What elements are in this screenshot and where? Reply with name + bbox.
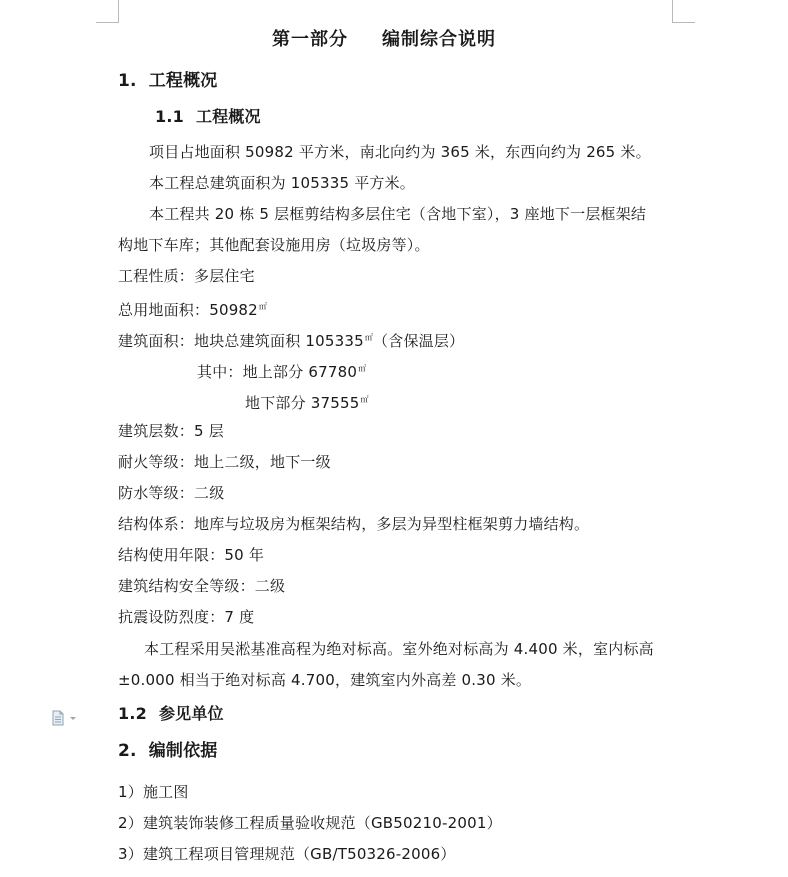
title-part-one: 第一部分: [272, 29, 348, 50]
field-nature: 工程性质：多层住宅: [118, 267, 255, 285]
field-land-area: [118, 297, 267, 320]
field-above-ground: [197, 359, 366, 382]
field-floor-area-text: 建筑面积：地块总建筑面积 105335: [118, 332, 364, 350]
section-heading-1-1: [155, 106, 261, 128]
page-corner-mark-right: [672, 0, 695, 23]
field-safety-grade: 建筑结构安全等级：二级: [118, 577, 286, 595]
list-item: 1）施工图: [118, 783, 189, 801]
field-structure-system: 结构体系：地库与垃圾房为框架结构，多层为异型柱框架剪力墙结构。: [118, 515, 590, 533]
section-heading-1-2: [118, 703, 224, 725]
field-service-life: 结构使用年限：50 年: [118, 546, 265, 564]
section-heading-1: [118, 70, 218, 92]
field-above-ground-text: 其中：地上部分 67780: [197, 363, 358, 381]
document-icon[interactable]: [50, 710, 80, 726]
field-floors: 建筑层数：5 层: [118, 422, 224, 440]
sqm-unit: ㎡: [358, 364, 367, 373]
field-below-ground: [245, 390, 369, 413]
section-number: 1.1: [155, 107, 184, 126]
section-number: 1.2: [118, 704, 147, 723]
section-label: 工程概况: [148, 71, 218, 91]
section-heading-2: [118, 740, 218, 762]
paragraph-buildings-line2: 构地下车库；其他配套设施用房（垃圾房等）。: [118, 236, 430, 254]
section-number: 2.: [118, 741, 137, 761]
section-label: 编制依据: [148, 741, 218, 761]
field-floor-area-note: （含保温层）: [373, 332, 465, 350]
paragraph-total-area: 本工程总建筑面积为 105335 平方米。: [149, 174, 415, 192]
page-title: [272, 28, 496, 52]
title-part-two: 编制综合说明: [382, 29, 496, 50]
field-fire-rating: 耐火等级：地上二级，地下一级: [118, 453, 331, 471]
section-label: 工程概况: [195, 107, 261, 126]
list-item: 2）建筑装饰装修工程质量验收规范（GB50210-2001）: [118, 814, 502, 832]
list-item: 3）建筑工程项目管理规范（GB/T50326-2006）: [118, 845, 456, 863]
sqm-unit: ㎡: [258, 302, 268, 311]
field-floor-area: [118, 328, 464, 351]
field-land-area-text: 总用地面积：50982: [118, 301, 258, 319]
field-seismic-intensity: 抗震设防烈度：7 度: [118, 608, 255, 626]
paragraph-site-area: 项目占地面积 50982 平方米，南北向约为 365 米，东西向约为 265 米。: [149, 143, 651, 161]
paragraph-elevation-line2: ±0.000 相当于绝对标高 4.700，建筑室内外高差 0.30 米。: [118, 671, 532, 689]
sqm-unit: ㎡: [364, 333, 374, 342]
sqm-unit: ㎡: [360, 395, 369, 404]
field-waterproof-rating: 防水等级：二级: [118, 484, 225, 502]
section-label: 参见单位: [158, 704, 224, 723]
field-below-ground-text: 地下部分 37555: [245, 394, 360, 412]
paragraph-elevation-line1: 本工程采用吴淞基准高程为绝对标高。室外绝对标高为 4.400 米，室内标高: [144, 640, 654, 658]
section-number: 1.: [118, 71, 137, 91]
page-corner-mark-left: [96, 0, 119, 23]
paragraph-buildings-line1: 本工程共 20 栋 5 层框剪结构多层住宅（含地下室），3 座地下一层框架结: [149, 205, 647, 223]
